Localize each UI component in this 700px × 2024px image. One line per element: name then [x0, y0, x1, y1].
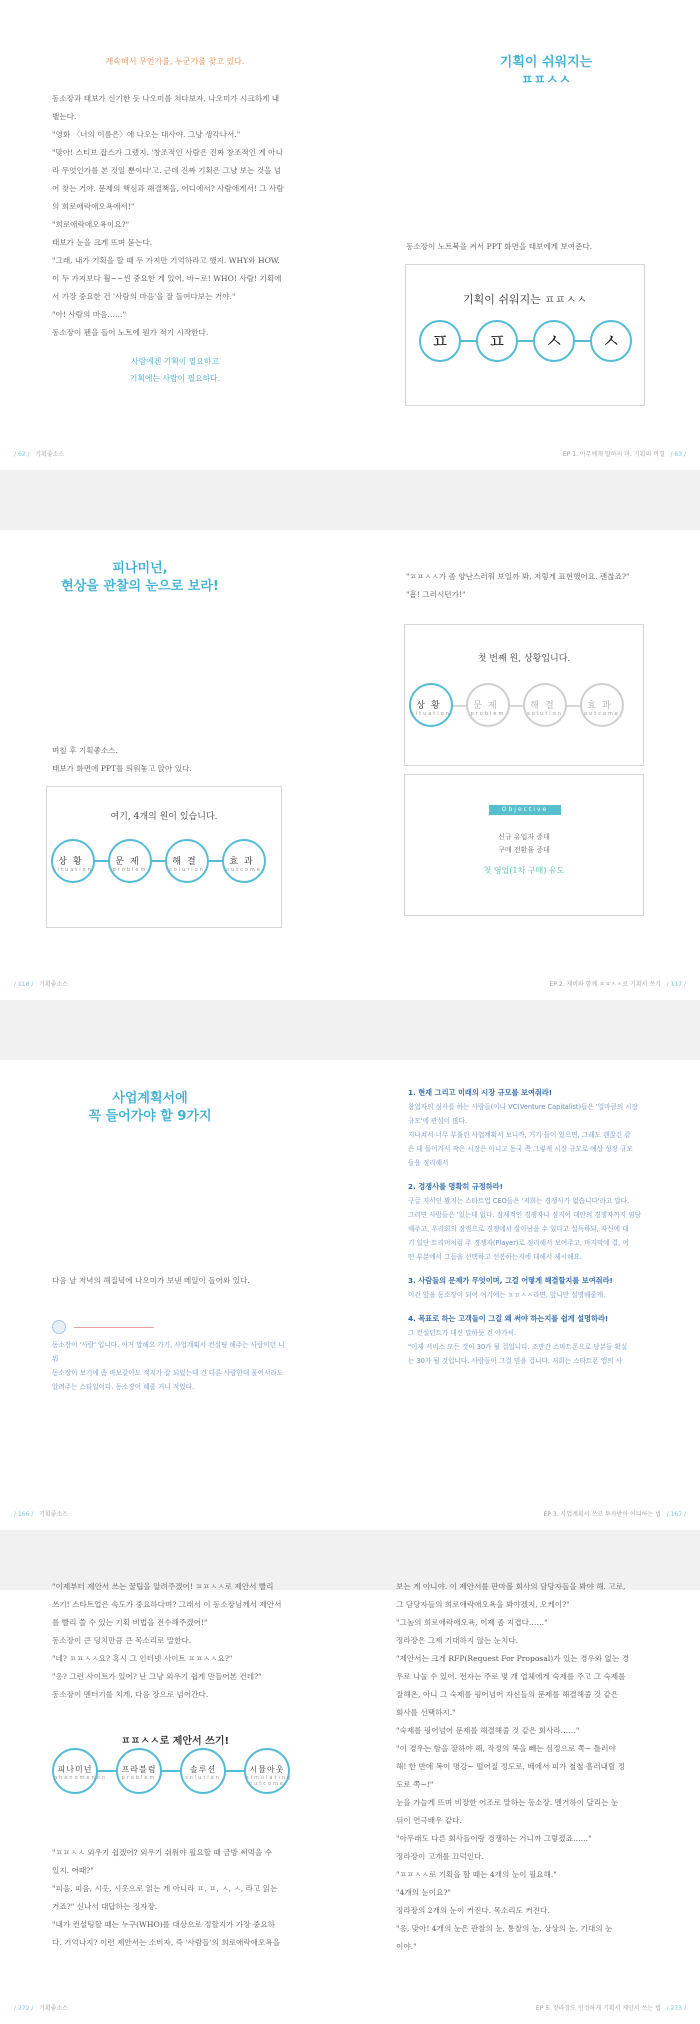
point-heading: 2. 경쟁사를 명확히 규정하라! — [408, 1182, 503, 1191]
spread-2 — [0, 530, 700, 1000]
text-line: 있지. 어때?" — [52, 1866, 94, 1875]
circle-sublabel: simulating outcome — [246, 1775, 293, 1787]
page-footer: EP 2. 제비와 함께 ㅍㅍㅅㅅ로 기획서 쓰기 / 117 / — [549, 981, 686, 988]
point-line: 그 컨설턴트가 대신 말하듯 건 아가씨. — [408, 1329, 517, 1337]
circle-label: 피나미넌 — [57, 1765, 93, 1774]
point-section — [408, 1086, 656, 1170]
page-116 — [0, 530, 350, 1000]
point-section — [408, 1312, 656, 1368]
circle-label: 해결 — [530, 701, 560, 711]
circle-label: 문제 — [473, 701, 503, 711]
text-line: "내가 컨설팅할 때는 누구(WHO)를 대상으로 정할지가 가장 중요하 — [52, 1920, 276, 1929]
text-line: "아! 사람의 마음……" — [52, 310, 127, 319]
text-line: 태보가 눈을 크게 뜨며 묻는다. — [52, 238, 153, 247]
objective-badge: Objective — [489, 805, 561, 815]
circle-sublabel: situation — [53, 867, 93, 873]
text-line: 이야." — [396, 1942, 417, 1951]
chapter-title: 사업계획서에 꼭 들어가야 할 9가지 — [88, 1091, 212, 1124]
point-line: "이제 서비스 모든 것이 30가 될 겁입니다. 조만간 스마트폰으로 당분들 확실 — [408, 1343, 628, 1351]
closing-line: 사람에겐 기획이 필요하고 — [131, 357, 219, 366]
text-line: "아무래도 다른 회사들이랑 경쟁하는 거니까 그렇겠죠……" — [396, 1834, 592, 1843]
circle-solution — [523, 683, 567, 727]
point-line: 규모'에 관심이 많다. — [408, 1117, 468, 1125]
body-text: 다음 날 저녁의 해질녘에 나오미가 보낸 메일이 들어와 있다. — [52, 1276, 250, 1285]
point-line: 떤 부분에서 그들을 선택하고 선봉하는지에 대해서 제시해요. — [408, 1253, 582, 1261]
point-line: 는 30가 될 것입니다. 사람들이 그걸 믿을 겁니다. 저희는 스타트폰 앱의 사 — [408, 1357, 622, 1365]
text-line: 징라장의 2개의 눈이 커진다. 목소리도 커진다. — [396, 1906, 550, 1915]
circle-label: 솔루션 — [189, 1765, 217, 1774]
text-line: "4개의 눈이요?" — [396, 1888, 451, 1897]
circle-sublabel: outcome — [226, 867, 262, 873]
circle-label: 프라블럼 — [121, 1765, 157, 1774]
body-text: 며칠 후 기획좋소스. 태보가 화면에 PPT를 띄워놓고 앉아 있다. — [52, 746, 192, 773]
circle-sublabel: problem — [470, 711, 506, 717]
circle-s2: ㅅ — [590, 320, 632, 362]
circle-label: 시뮬아웃 — [249, 1765, 285, 1774]
circle-label: 효과 — [229, 857, 259, 867]
text-line: 동소장이 펜을 들어 노트에 뭔가 적기 시작한다. — [52, 328, 209, 337]
circle-sublabel: phenomenon — [54, 1775, 107, 1781]
spread-4 — [0, 1554, 700, 2024]
body-text — [52, 1844, 302, 1952]
circle-problem — [116, 1748, 162, 1794]
text-line: 다. 기억나지? 이런 제안서는 소비자, 즉 '사람들'의 희로애락애오욕을 — [52, 1938, 281, 1947]
circle-p2: ㅍ — [476, 320, 518, 362]
circle-sublabel: solution — [527, 711, 563, 717]
text-line: 를 빨리 쓸 수 있는 기획 비법을 전수해주겠어!" — [52, 1618, 208, 1627]
circle-sublabel: problem — [121, 1775, 157, 1781]
circle-label: 상황 — [58, 857, 88, 867]
text-line: 보는 게 아니야. 이 제안서를 판마볼 회사의 담당자들을 봐야 해. 고로, — [396, 1582, 626, 1591]
circle-solution — [165, 839, 209, 883]
divider — [74, 1327, 154, 1328]
body-text — [396, 1578, 658, 1956]
text-line: "ㅍㅍㅅㅅ 외우기 쉽겠어? 외우기 쉬워야 필요할 때 금방 써먹을 수 — [52, 1848, 273, 1857]
handwritten-note: 동소장이 '사람' 입니다. 이거 말해요 가기, 사업계획서 컨설팅 해주는 사람이던 니 뭐 동소장이 보기에 좀 바보같아도 적지가 잘 되었는데 건 다른 사람한테 물어서라도 알려주는 스타일이다. 동소장이 해줄 거니 적었다. — [52, 1341, 285, 1391]
circle-sublabel: outcome — [584, 711, 620, 717]
text-line: 동소장과 태보가 신기한 듯 나오미를 쳐다보자, 나오미가 시크하게 내뱉는다. — [52, 94, 280, 121]
text-line: 뒤이 연극배우 같다. — [396, 1816, 462, 1825]
closing-line: 기획에는 사람이 필요하다. — [129, 374, 221, 383]
text-line: 동소장이 큰 딩치만큼 큰 목소리로 말한다. — [52, 1636, 192, 1645]
objective-lines: 신규 유입자 증대 구매 전환율 증대 — [498, 833, 550, 854]
spread-3 — [0, 1060, 700, 1530]
text-line: 도로 쪽~!" — [396, 1780, 434, 1789]
quote: 계속해서 무언가를, 누군가를 찾고 있다. — [105, 57, 245, 66]
circle-solution — [180, 1748, 226, 1794]
circle-situation — [409, 683, 453, 727]
text-line: 그 담당자들의 희로애락애오욕을 봐야겠지, 오케이?" — [396, 1600, 570, 1609]
objective-goal: 첫 영업(1차 구매) 유도 — [483, 866, 565, 875]
body-text — [52, 90, 284, 342]
circle-situation — [51, 839, 95, 883]
chapter-title: 기획이 쉬워지는 ㅍㅍㅅㅅ — [499, 55, 593, 88]
text-line: 해! 한 반에 복이 명강~ 떨어질 정도로, 배에서 피가 철철 흘러내릴 정 — [396, 1762, 626, 1771]
circle-outcome — [222, 839, 266, 883]
page-167 — [350, 1060, 700, 1530]
point-line: 기 일단 트리머처럼 주 경쟁자(Player)로 정리해서 보여주고, 마지막에 결, 어 — [408, 1239, 629, 1247]
text-line: "희로애락애오욕이요?" — [52, 220, 130, 229]
page-footer: / 166 / 기획좋소스 — [14, 1511, 69, 1518]
slide-title: 여기, 4개의 원이 있습니다. — [110, 812, 218, 822]
circle-problem — [466, 683, 510, 727]
text-line: 동소장이 멘터기를 치게, 다음 장으로 넘어간다. — [52, 1690, 209, 1699]
point-heading: 4. 목표로 하는 고객들이 그걸 왜 써야 하는지를 쉽게 설명하라! — [408, 1314, 609, 1323]
page-footer: / 116 / 기획좋소스 — [14, 981, 69, 988]
text-line: "응, 맞아! 4개의 눈은 관찰의 눈, 통찰의 눈, 상상의 눈, 기대의 눈 — [396, 1924, 613, 1933]
text-line: "영화 〈너의 이름은〉에 나오는 대사야. 그냥 생각나서." — [52, 130, 241, 139]
point-heading: 3. 사람들의 문제가 무엇이며, 그걸 어떻게 해결할지를 보여줘라! — [408, 1276, 613, 1285]
page-footer: EP 3. 사업계획서 쓰고 투자받아 어디하는 법 / 167 / — [543, 1511, 686, 1518]
body-text: 동소장이 노트북을 켜서 PPT 화면을 태보에게 보여준다. — [406, 242, 593, 251]
slide — [405, 264, 645, 406]
circle-simulating — [244, 1748, 293, 1794]
slide-situation — [404, 624, 644, 766]
text-line: 징라장이 고개를 끄덕인다. — [396, 1852, 484, 1861]
page-166 — [0, 1060, 350, 1530]
text-line: "그래, 내가 기획을 할 때 두 가지만 기억하라고 했지. WHY와 HOW. 이 두 가지보다 훨~~씬 중요한 게 있어, 바~로! WHO! 사람! 기획에서 가장 중요한 건 '사람의 마음'을 잘 들여다보는 거야." — [52, 256, 282, 301]
point-line: 구글 지식인 봤지는 스타트업 CEO들은 '저희는 경쟁사가 없습니다'라고 말다. — [408, 1197, 630, 1205]
point-line: 들을 정리해서 — [408, 1159, 449, 1167]
slide-title: 첫 번째 원, 상황입니다. — [477, 654, 571, 664]
page-footer: / 62 / 기획좋소스 — [14, 451, 65, 458]
text-line: 징라장은 그제 기대하지 않는 눈치다. — [396, 1636, 519, 1645]
point-line: 은 데 들어가서 작은 시장은 아니고 동국 쪽 그렇게 시장 규모로 예상 성장 규모 — [408, 1145, 633, 1153]
page-273 — [350, 1554, 700, 2024]
circle-sublabel: solution — [169, 867, 205, 873]
circle-s1: ㅅ — [533, 320, 575, 362]
body-text — [52, 1578, 302, 1704]
circle-problem — [108, 839, 152, 883]
text-line: 거죠?" 신나서 대답하는 징자장. — [52, 1902, 158, 1911]
point-line: 해주고, 우리회의 장점으로 경쟁에서 살아남을 수 있다고 설득하되, 자신에 대 — [408, 1225, 629, 1233]
avatar-icon — [52, 1320, 66, 1334]
body-text: "ㅍㅍㅅㅅ가 좀 양난스러워 보일까 봐, 저렇게 표현했어요. 괜찮죠?" "흠! 그러시던가!" — [406, 572, 630, 599]
text-line: "응? 그런 사이트가 있어? 난 그냥 외우기 쉽게 만들어본 건데?" — [52, 1672, 262, 1681]
page-117 — [350, 530, 700, 1000]
spread-1 — [0, 0, 700, 470]
circle-sublabel: situation — [411, 711, 451, 717]
text-line: "맞아! 스티브 잡스가 그랬지. '창조적인 사람은 진짜 창조적인 게 아니라 무엇인가를 본 것일 뿐이다'고. 근데 진짜 기획은 그냥 보는 것을 넘어 찾는 거야. 문제의 핵심과 해결책을, 어디에서? 사람에게서! 그 사람의 희로애락애오욕에서!" — [52, 148, 284, 211]
circle-label: 해결 — [172, 857, 202, 867]
text-line: 잘해온, 아니 그 숙제를 핑어넘어 자신들의 문제를 해결해줄 것 같은 — [396, 1690, 619, 1699]
business-plan-points — [408, 1086, 656, 1378]
text-line: 우로 나눌 수 있어. 전자는 주로 몇 개 업체에게 숙제를 주고 그 숙제를 — [396, 1672, 626, 1681]
chapter-title: 피나미넌, 현상을 관찰의 눈으로 보라! — [61, 561, 219, 594]
page-63 — [350, 0, 700, 470]
text-line: "제안서는 크게 RFP(Request For Proposal)가 있는 경우와 없는 경 — [396, 1654, 629, 1663]
circle-outcome — [580, 683, 624, 727]
text-line: "피음, 피음, 시옷, 시옷으로 읽는 게 아니라 ㅍ, ㅍ, ㅅ, ㅅ, 라고 읽는 — [52, 1884, 278, 1893]
text-line: 쓰기! 스타트업은 속도가 중요하다며? 그래서 이 동소장님께서 제안서 — [52, 1600, 282, 1609]
closing-lines — [0, 353, 350, 387]
point-line: 지나쳐서 너무 부풀린 사업계획서 보니까, 거기 들어 있으면, 그래도 괜찮긴 같 — [408, 1131, 631, 1139]
page-62 — [0, 0, 350, 470]
text-line: "이 경우는 함을 잘하야 해, 작정의 복을 빼는 심정으로 쪽~ 틀러야 — [396, 1744, 616, 1753]
point-line: 창업자의 심사를 하는 사람들(이나 VC(Venture Capitalist)들은 '얼마큼의 시장 — [408, 1103, 639, 1111]
text-line: "ㅍㅍㅅㅅ로 기획을 할 때는 4개의 눈이 필요해." — [396, 1870, 557, 1879]
page-footer: EP 1. 아무에게 말하지 마. 기획의 비결 / 63 / — [562, 451, 686, 458]
point-section — [408, 1274, 656, 1302]
slide — [46, 786, 282, 928]
text-line: 회사를 선택하지." — [396, 1708, 456, 1717]
slide-objective — [404, 774, 644, 916]
point-heading: 1. 현재 그리고 미래의 시장 규모를 보여줘라! — [408, 1088, 553, 1097]
point-section — [408, 1180, 656, 1264]
circle-sublabel: problem — [112, 867, 148, 873]
point-line: 그러면 사람들은 '있는데 없다. 잠재적인 경쟁자나 심지어 대안의 경쟁자까지 염담 — [408, 1211, 641, 1219]
text-line: "네? ㅍㅍㅅㅅ요? 혹시 그 인터넷 사이트 ㅍㅍㅅㅅ요?" — [52, 1654, 233, 1663]
point-line: 이건 앞을 동소장이 되어 여기에는 ㅍㅍㅅㅅ라면, 앞니만 설명해줄게. — [408, 1291, 606, 1299]
circle-sublabel: solution — [185, 1775, 221, 1781]
page-footer: / 272 / 기획좋소스 — [14, 2005, 69, 2012]
text-line: "그놈의 희로애락애오욕, 이제 좀 지겹다……" — [396, 1618, 548, 1627]
circle-label: 효과 — [587, 701, 617, 711]
slide-title: 기획이 쉬워지는 ㅍㅍㅅㅅ — [463, 293, 587, 306]
circle-phenomenon — [52, 1748, 107, 1794]
text-line: 눈을 가늘게 뜨며 비장한 어조로 말하는 동소장. 멘거하이 달리는 눈 — [396, 1798, 619, 1807]
page-footer: EP 5. 장라장도 인정하게 기획서 제안서 쓰는 법 / 273 / — [535, 2005, 686, 2012]
circle-label: 문제 — [115, 857, 145, 867]
circle-label: 상황 — [416, 701, 446, 711]
text-line: "숙제를 핑어넘어 문제를 해결해줄 것 같은 회사라……" — [396, 1726, 580, 1735]
page-272 — [0, 1554, 350, 2024]
text-line: "이제부터 제안서 쓰는 꿀팁을 알려주겠어! ㅍㅍㅅㅅ로 제안서 빨리 — [52, 1582, 274, 1591]
circle-p1: ㅍ — [419, 320, 461, 362]
slide-title: ㅍㅍㅅㅅ로 제안서 쓰기! — [120, 1736, 230, 1747]
